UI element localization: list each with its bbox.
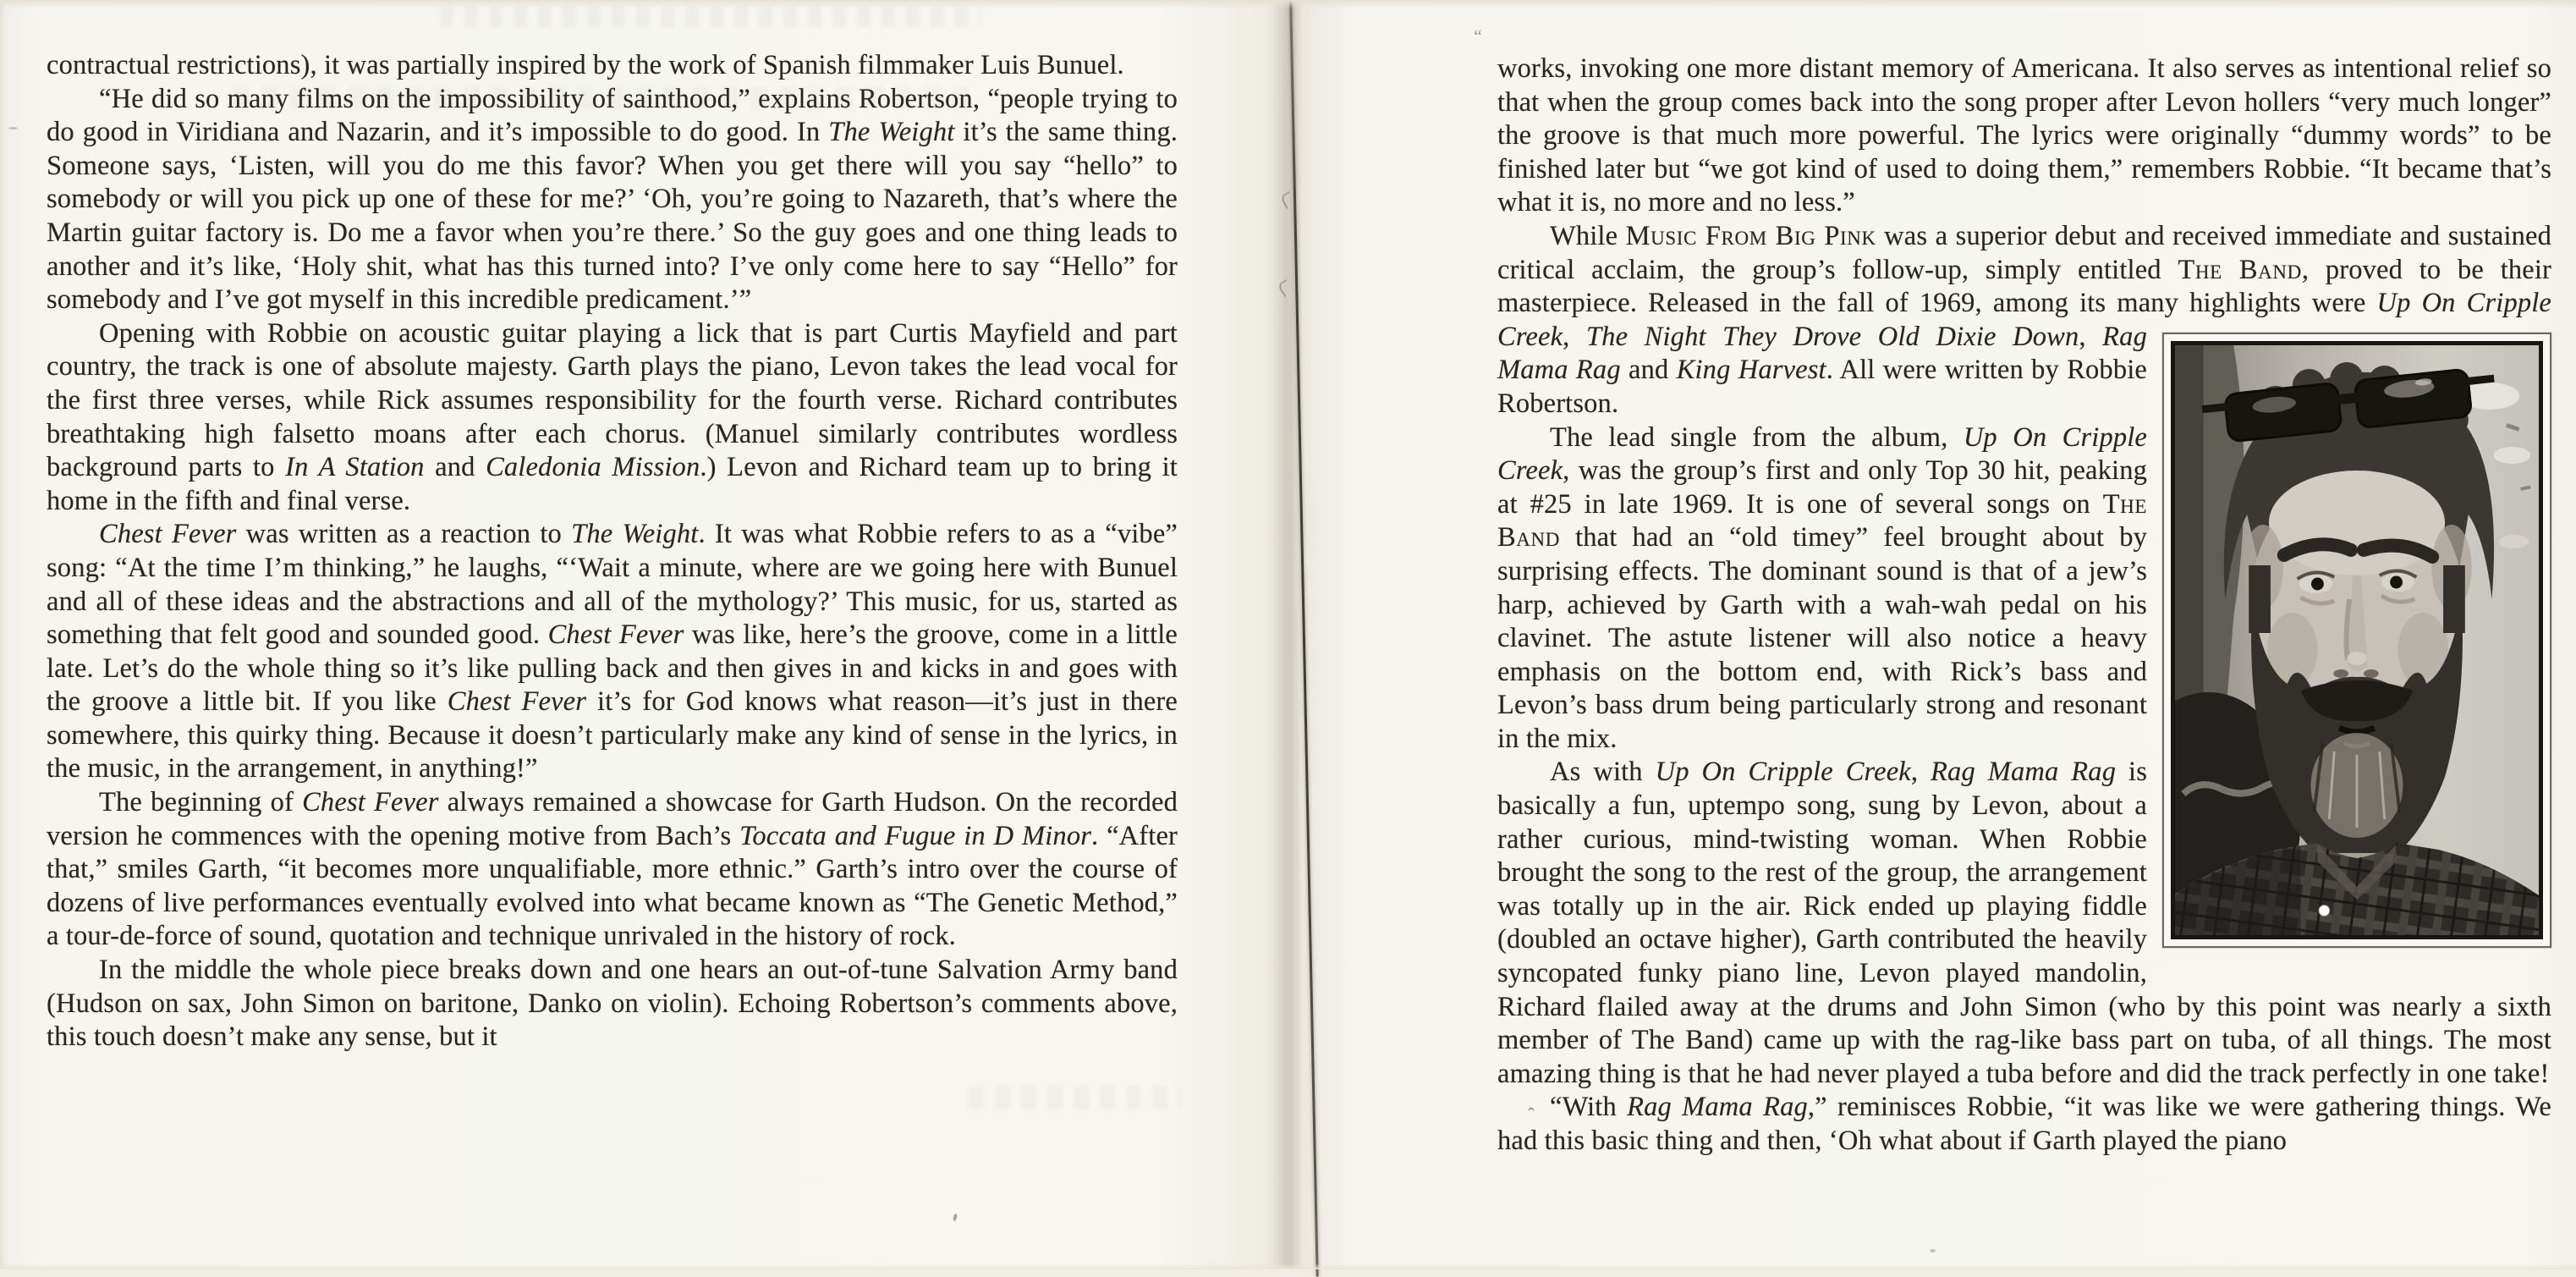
stray-caret-artifact: ˆ <box>1528 1105 1535 1127</box>
paragraph: As with Up On Cripple Creek, Rag Mama Rag is basically a fun, uptempo song, sung by Levon, about a rather curious, mind-twisting woman. When Robbie brought the song to the rest of the group, the arrangement was totally up in the air. Rick ended up playing fiddle (doubled an octave higher), Garth contributed the heavily syncopated funky piano line, Levon played mandolin, Richard flailed away at the drums and John Simon (who by this point was nearly a sixth member of The Band) came up with the rag-like bass part on tuba, of all things. The most amazing thing is that he had never played a tuba before and did the track perfectly in one take! <box>1497 757 2551 1089</box>
paragraph <box>1497 52 2551 220</box>
right-page-text <box>1497 52 2551 1159</box>
right-page <box>1290 0 2576 1269</box>
stray-quote-artifact: “ <box>1474 25 1482 47</box>
page-edge-bottom <box>0 1263 2576 1269</box>
photo-inner-frame <box>2171 341 2543 939</box>
wrap-paragraph-lead: While Music From Big Pink was a superior debut and received immediate and sustained critical acclaim, the group’s follow-up, simply entitled The Band, proved to be their masterpiece. Released in the fall of 1969, among its many highlights <box>1497 220 2552 319</box>
wrap-paragraph-tail: were Up On Cripple Creek, The Night They Drove Old Dixie Down, Rag Mama Rag and King Harvest. All were written by Robbie Robertson. <box>1497 288 2551 419</box>
spine-gutter <box>1266 0 1303 1269</box>
page-edge-top <box>0 0 2576 8</box>
portrait-svg <box>2175 345 2539 935</box>
wrap-paragraph <box>1497 220 2551 421</box>
left-page <box>0 0 1290 1269</box>
page-edge-left <box>0 0 6 1269</box>
paragraph: “With Rag Mama Rag,” reminisces Robbie, “it was like we were gathering things. We had this basic thing and then, ‘Oh what about if Garth played the piano <box>1497 1092 2551 1156</box>
paragraph: The beginning of Chest Fever always remained a showcase for Garth Hudson. On the recorded version he commences with the opening motive from Bach’s Toccata and Fugue in D Minor. “After that,” smiles Garth, “it becomes more unqualifiable, more ethnic.” Garth’s intro over the course of dozens of live performances eventually evolved into what became known as “The Genetic Method,” a tour-de-force of sound, quotation and technique unrivaled in the history of rock. <box>47 787 1178 952</box>
photo-white-dot <box>2319 905 2330 916</box>
scan-speck <box>1930 1249 1936 1252</box>
continuation-text: works, invoking one more distant memory of Americana. It also serves as intentional relief so that when the group comes back into the song proper after Levon hollers “very much longer” the groove is that much more powerful. The lyrics were originally “dummy words” to be finished later but “we got kind of used to doing them,” remembers Robbie. “It became that’s what it is, no more and no less.” <box>1497 53 2551 218</box>
paragraph: “He did so many films on the impossibility of sainthood,” explains Robertson, “people trying to do good in Viridiana and Nazarin, and it’s impossible to do good. In The Weight it’s the same thing. Someone says, ‘Listen, will you do me this favor? When you get there will you say “hello” to somebody or will you pick up one of these for me?’ ‘Oh, you’re going to Nazareth, that’s where the Martin guitar factory is. Do me a favor when you’re there.’ So the guy goes and one thing leads to another and it’s like, ‘Holy shit, what has this turned into? I’ve only come here to say “Hello” for somebody and I’ve got myself in this incredible predicament.’” <box>47 83 1178 316</box>
scan-speck <box>8 127 18 129</box>
portrait-photo <box>2162 333 2551 948</box>
paragraph: The lead single from the album, Up On Cripple Creek, was the group’s first and only Top 30 hit, peaking at #25 in late 1969. It is one of several songs on The Band that had an “old timey” feel brought about by surprising effects. The dominant sound is that of a jew’s harp, achieved by Garth with a wah-wah pedal on his clavinet. The astute listener will also notice a heavy emphasis on the bottom end, with Rick’s bass and Levon’s bass drum being particularly strong and resonant in the mix. <box>1497 421 2148 754</box>
paragraph: Opening with Robbie on acoustic guitar playing a lick that is part Curtis Mayfield and part country, the track is one of absolute majesty. Garth plays the piano, Levon takes the lead vocal for the first three verses, while Rick assumes responsibility for the fourth verse. Richard contributes breathtaking high falsetto moans after each chorus. (Manuel similarly contributes wordless background parts to In A Station and Caledonia Mission.) Levon and Richard team up to bring it home in the fifth and final verse. <box>47 317 1178 516</box>
left-page-text <box>47 49 1178 1054</box>
paragraph: In the middle the whole piece breaks down and one hears an out-of-tune Salvation Army band (Hudson on sax, John Simon on baritone, Danko on violin). Echoing Robertson’s comments above, this touch doesn’t make any sense, but it <box>47 955 1178 1053</box>
paragraph: contractual restrictions), it was partially inspired by the work of Spanish filmmaker Luis Bunuel. <box>47 50 1124 80</box>
paragraph: Chest Fever was written as a reaction to The Weight. It was what Robbie refers to as a “vibe” song: “At the time I’m thinking,” he laughs, “‘Wait a minute, where are we going here with Bunuel and all of these ideas and the abstractions and all of the mythology?’ This music, for us, started as something that felt good and sounded good. Chest Fever was like, here’s the groove, come in a little late. Let’s do the whole thing so it’s like pulling back and then gives in and kicks in and goes with the groove a little bit. If you like Chest Fever it’s for God knows what reason—it’s just in there somewhere, this quirky thing. Because it doesn’t particularly make any kind of sense in the lyrics, in the music, in the arrangement, in anything!” <box>47 519 1178 784</box>
